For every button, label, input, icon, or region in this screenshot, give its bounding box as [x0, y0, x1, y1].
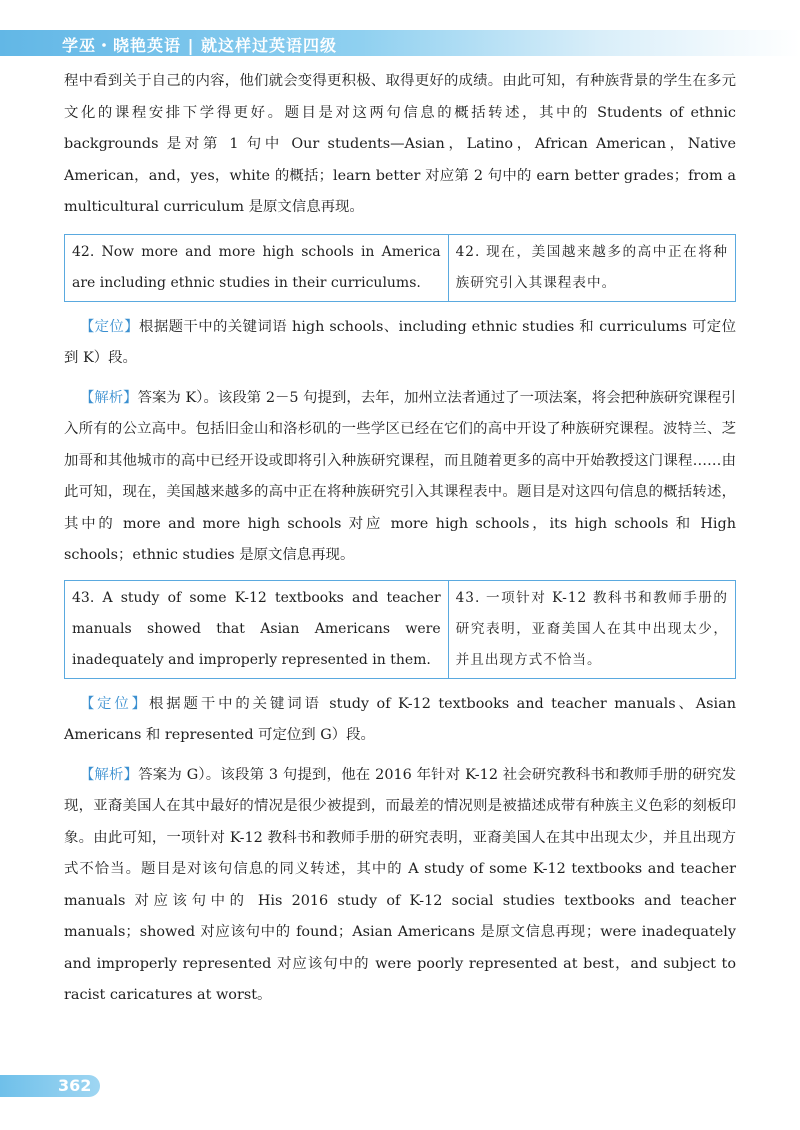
- q42-locate-paragraph: [64, 312, 736, 375]
- q42-analysis-text: 答案为 K）。该段第 2－5 句提到，去年，加州立法者通过了一项法案，将会把种族研究课程引入所有的公立高中。包括旧金山和洛杉矶的一些学区已经在它们的高中开设了种族研究课程。波特兰、芝加哥和其他城市的高中已经开设或即将引入种族研究课程，而且随着更多的高中开始教授这门课程……由此可知，现在，美国越来越多的高中正在将种族研究引入其课程表中。题目是对这四句信息的概括转述，其中的 more and more high schools 对应 more high schools，its high schools 和 High schools；ethnic studies 是原文信息再现。: [64, 389, 736, 563]
- question-42-chinese: 42. 现在，美国越来越多的高中正在将种族研究引入其课程表中。: [448, 234, 735, 301]
- question-43-table: [64, 580, 736, 679]
- q42-analysis-paragraph: [64, 383, 736, 572]
- intro-paragraph: 程中看到关于自己的内容，他们就会变得更积极、取得更好的成绩。由此可知，有种族背景的学生在多元文化的课程安排下学得更好。题目是对这两句信息的概括转述，其中的 Students of ethnic backgrounds 是对第 1 句中 Our students—Asian，Latino，African American，Native American，and，yes，white 的概括；learn better 对应第 2 句中的 earn better grades；from a multicultural curriculum 是原文信息再现。: [64, 73, 736, 215]
- locate-tag: 【定位】: [79, 695, 149, 712]
- question-42-english: 42. Now more and more high schools in America are including ethnic studies in their curriculums.: [65, 234, 449, 301]
- q43-analysis-text: 答案为 G）。该段第 3 句提到，他在 2016 年针对 K-12 社会研究教科书和教师手册的研究发现，亚裔美国人在其中最好的情况是很少被提到，而最差的情况则是被描述成带有种族主义色彩的刻板印象。由此可知，一项针对 K-12 教科书和教师手册的研究表明，亚裔美国人在其中出现太少，并且出现方式不恰当。题目是对该句信息的同义转述，其中的 A study of some K-12 textbooks and teacher manuals 对应该句中的 His 2016 study of K-12 social studies textbooks and teacher manuals；showed 对应该句中的 found；Asian Americans 是原文信息再现；were inadequately and improperly represented 对应该句中的 were poorly represented at best，and subject to racist caricatures at worst。: [64, 766, 736, 1003]
- question-42-table: [64, 234, 736, 302]
- question-43-chinese: 43. 一项针对 K-12 教科书和教师手册的研究表明，亚裔美国人在其中出现太少，并且出现方式不恰当。: [448, 580, 735, 678]
- q43-locate-text: 根据题干中的关键词语 study of K-12 textbooks and teacher manuals、Asian Americans 和 represented 可定位到 G）段。: [64, 695, 736, 743]
- header-title: 学巫・晓艳英语 | 就这样过英语四级: [62, 36, 337, 55]
- analysis-tag: 【解析】: [79, 766, 139, 783]
- q43-locate-paragraph: [64, 689, 736, 752]
- page-content: [64, 66, 736, 1012]
- analysis-tag: 【解析】: [79, 389, 138, 406]
- locate-tag: 【定位】: [79, 318, 140, 335]
- q43-analysis-paragraph: [64, 760, 736, 1012]
- page-number: 362: [58, 1076, 92, 1095]
- q42-locate-text: 根据题干中的关键词语 high schools、including ethnic studies 和 curriculums 可定位到 K）段。: [64, 318, 736, 366]
- question-43-english: 43. A study of some K-12 textbooks and teacher manuals showed that Asian Americans were inadequately and improperly represented in them.: [65, 580, 449, 678]
